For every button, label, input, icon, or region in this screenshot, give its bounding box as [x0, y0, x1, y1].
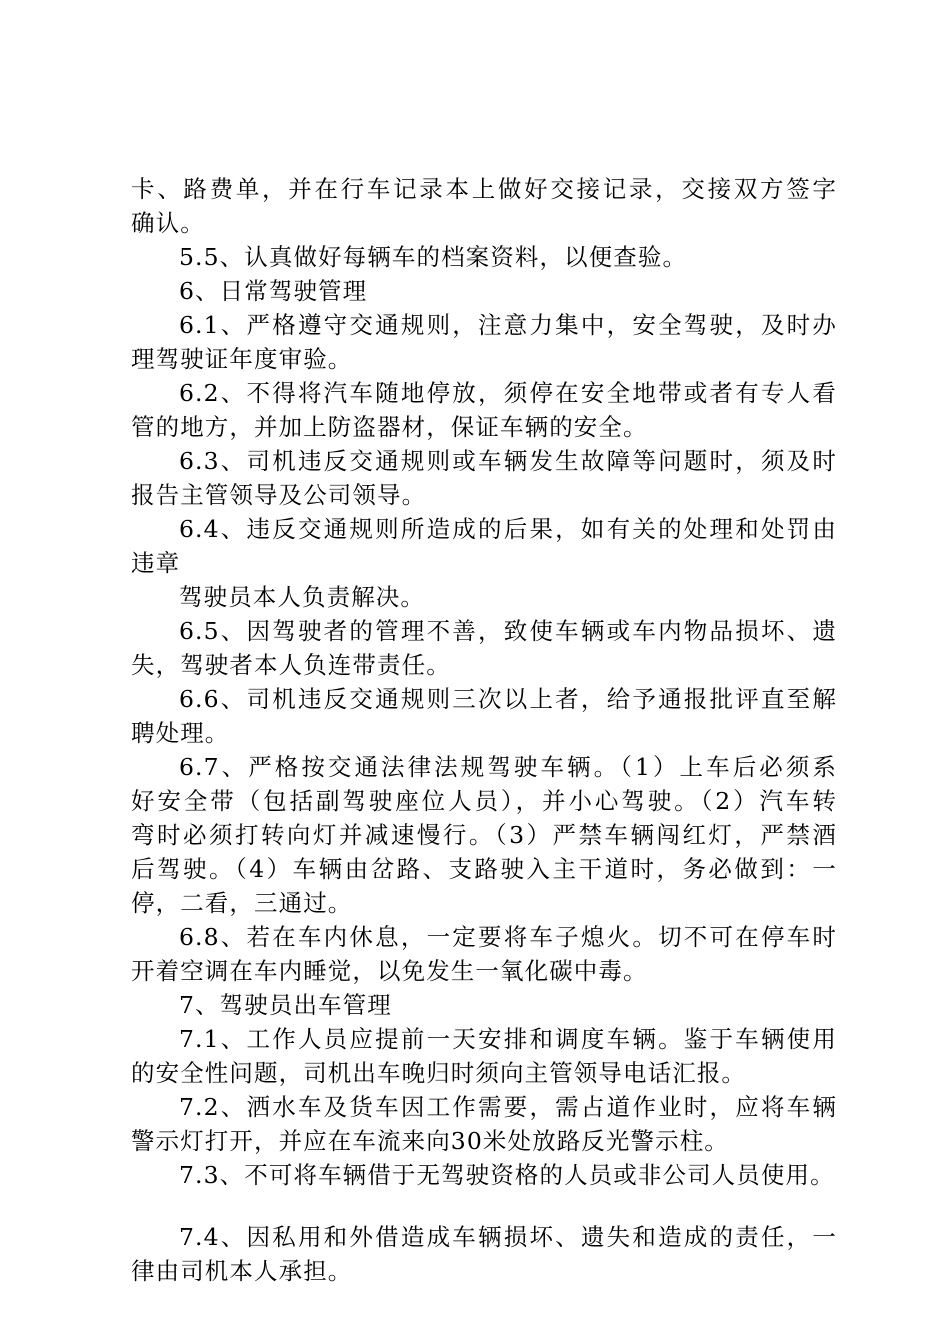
text-line: 停，二看，三通过。 — [131, 889, 353, 917]
text-line: 6.5、因驾驶者的管理不善，致使车辆或车内物品损坏、遗 — [179, 617, 837, 645]
text-line: 开着空调在车内睡觉，以免发生一氧化碳中毒。 — [131, 957, 648, 985]
text-line: 律由司机本人承担。 — [131, 1257, 353, 1285]
text-line: 弯时必须打转向灯并减速慢行。（3）严禁车辆闯红灯，严禁酒 — [131, 821, 837, 849]
text-line: 好安全带（包括副驾驶座位人员），并小心驾驶。（2）汽车转 — [131, 787, 837, 815]
text-line: 确认。 — [131, 209, 205, 237]
text-line: 6.7、严格按交通法律法规驾驶车辆。（1）上车后必须系 — [179, 753, 837, 781]
text-line: 理驾驶证年度审验。 — [131, 345, 353, 373]
text-line: 7.1、工作人员应提前一天安排和调度车辆。鉴于车辆使用 — [179, 1025, 837, 1053]
section-heading: 6、日常驾驶管理 — [179, 277, 368, 305]
text-line: 的安全性问题，司机出车晚归时须向主管领导电话汇报。 — [131, 1059, 746, 1087]
text-line: 6.1、严格遵守交通规则，注意力集中，安全驾驶，及时办 — [179, 311, 837, 339]
text-line: 6.2、不得将汽车随地停放，须停在安全地带或者有专人看 — [179, 379, 837, 407]
text-line: 7.4、因私用和外借造成车辆损坏、遗失和造成的责任，一 — [179, 1223, 837, 1251]
text-line: 6.3、司机违反交通规则或车辆发生故障等问题时，须及时 — [179, 447, 837, 475]
text-line: 7.3、不可将车辆借于无驾驶资格的人员或非公司人员使用。 — [179, 1161, 835, 1189]
section-heading: 7、驾驶员出车管理 — [179, 991, 392, 1019]
blank-line — [131, 1192, 837, 1220]
text-line: 违章 — [131, 549, 181, 577]
text-line: 5.5、认真做好每辆车的档案资料，以便查验。 — [179, 243, 688, 271]
text-line: 聘处理。 — [131, 719, 230, 747]
text-line: 报告主管领导及公司领导。 — [131, 481, 427, 509]
text-line: 6.4、违反交通规则所造成的后果，如有关的处理和处罚由 — [179, 515, 837, 543]
text-line: 6.8、若在车内休息，一定要将车子熄火。切不可在停车时 — [179, 923, 837, 951]
text-line: 6.6、司机违反交通规则三次以上者，给予通报批评直至解 — [179, 685, 837, 713]
document-body — [131, 172, 837, 1288]
text-line: 7.2、洒水车及货车因工作需要，需占道作业时，应将车辆 — [179, 1093, 837, 1121]
text-line: 管的地方，并加上防盗器材，保证车辆的安全。 — [131, 413, 648, 441]
text-line: 失，驾驶者本人负连带责任。 — [131, 651, 451, 679]
text-line: 后驾驶。（4）车辆由岔路、支路驶入主干道时，务必做到：一 — [131, 855, 837, 883]
text-line: 警示灯打开，并应在车流来向30米处放路反光警示柱。 — [131, 1127, 729, 1155]
text-line: 驾驶员本人负责解决。 — [179, 583, 425, 611]
text-line: 卡、路费单，并在行车记录本上做好交接记录，交接双方签字 — [131, 175, 837, 203]
